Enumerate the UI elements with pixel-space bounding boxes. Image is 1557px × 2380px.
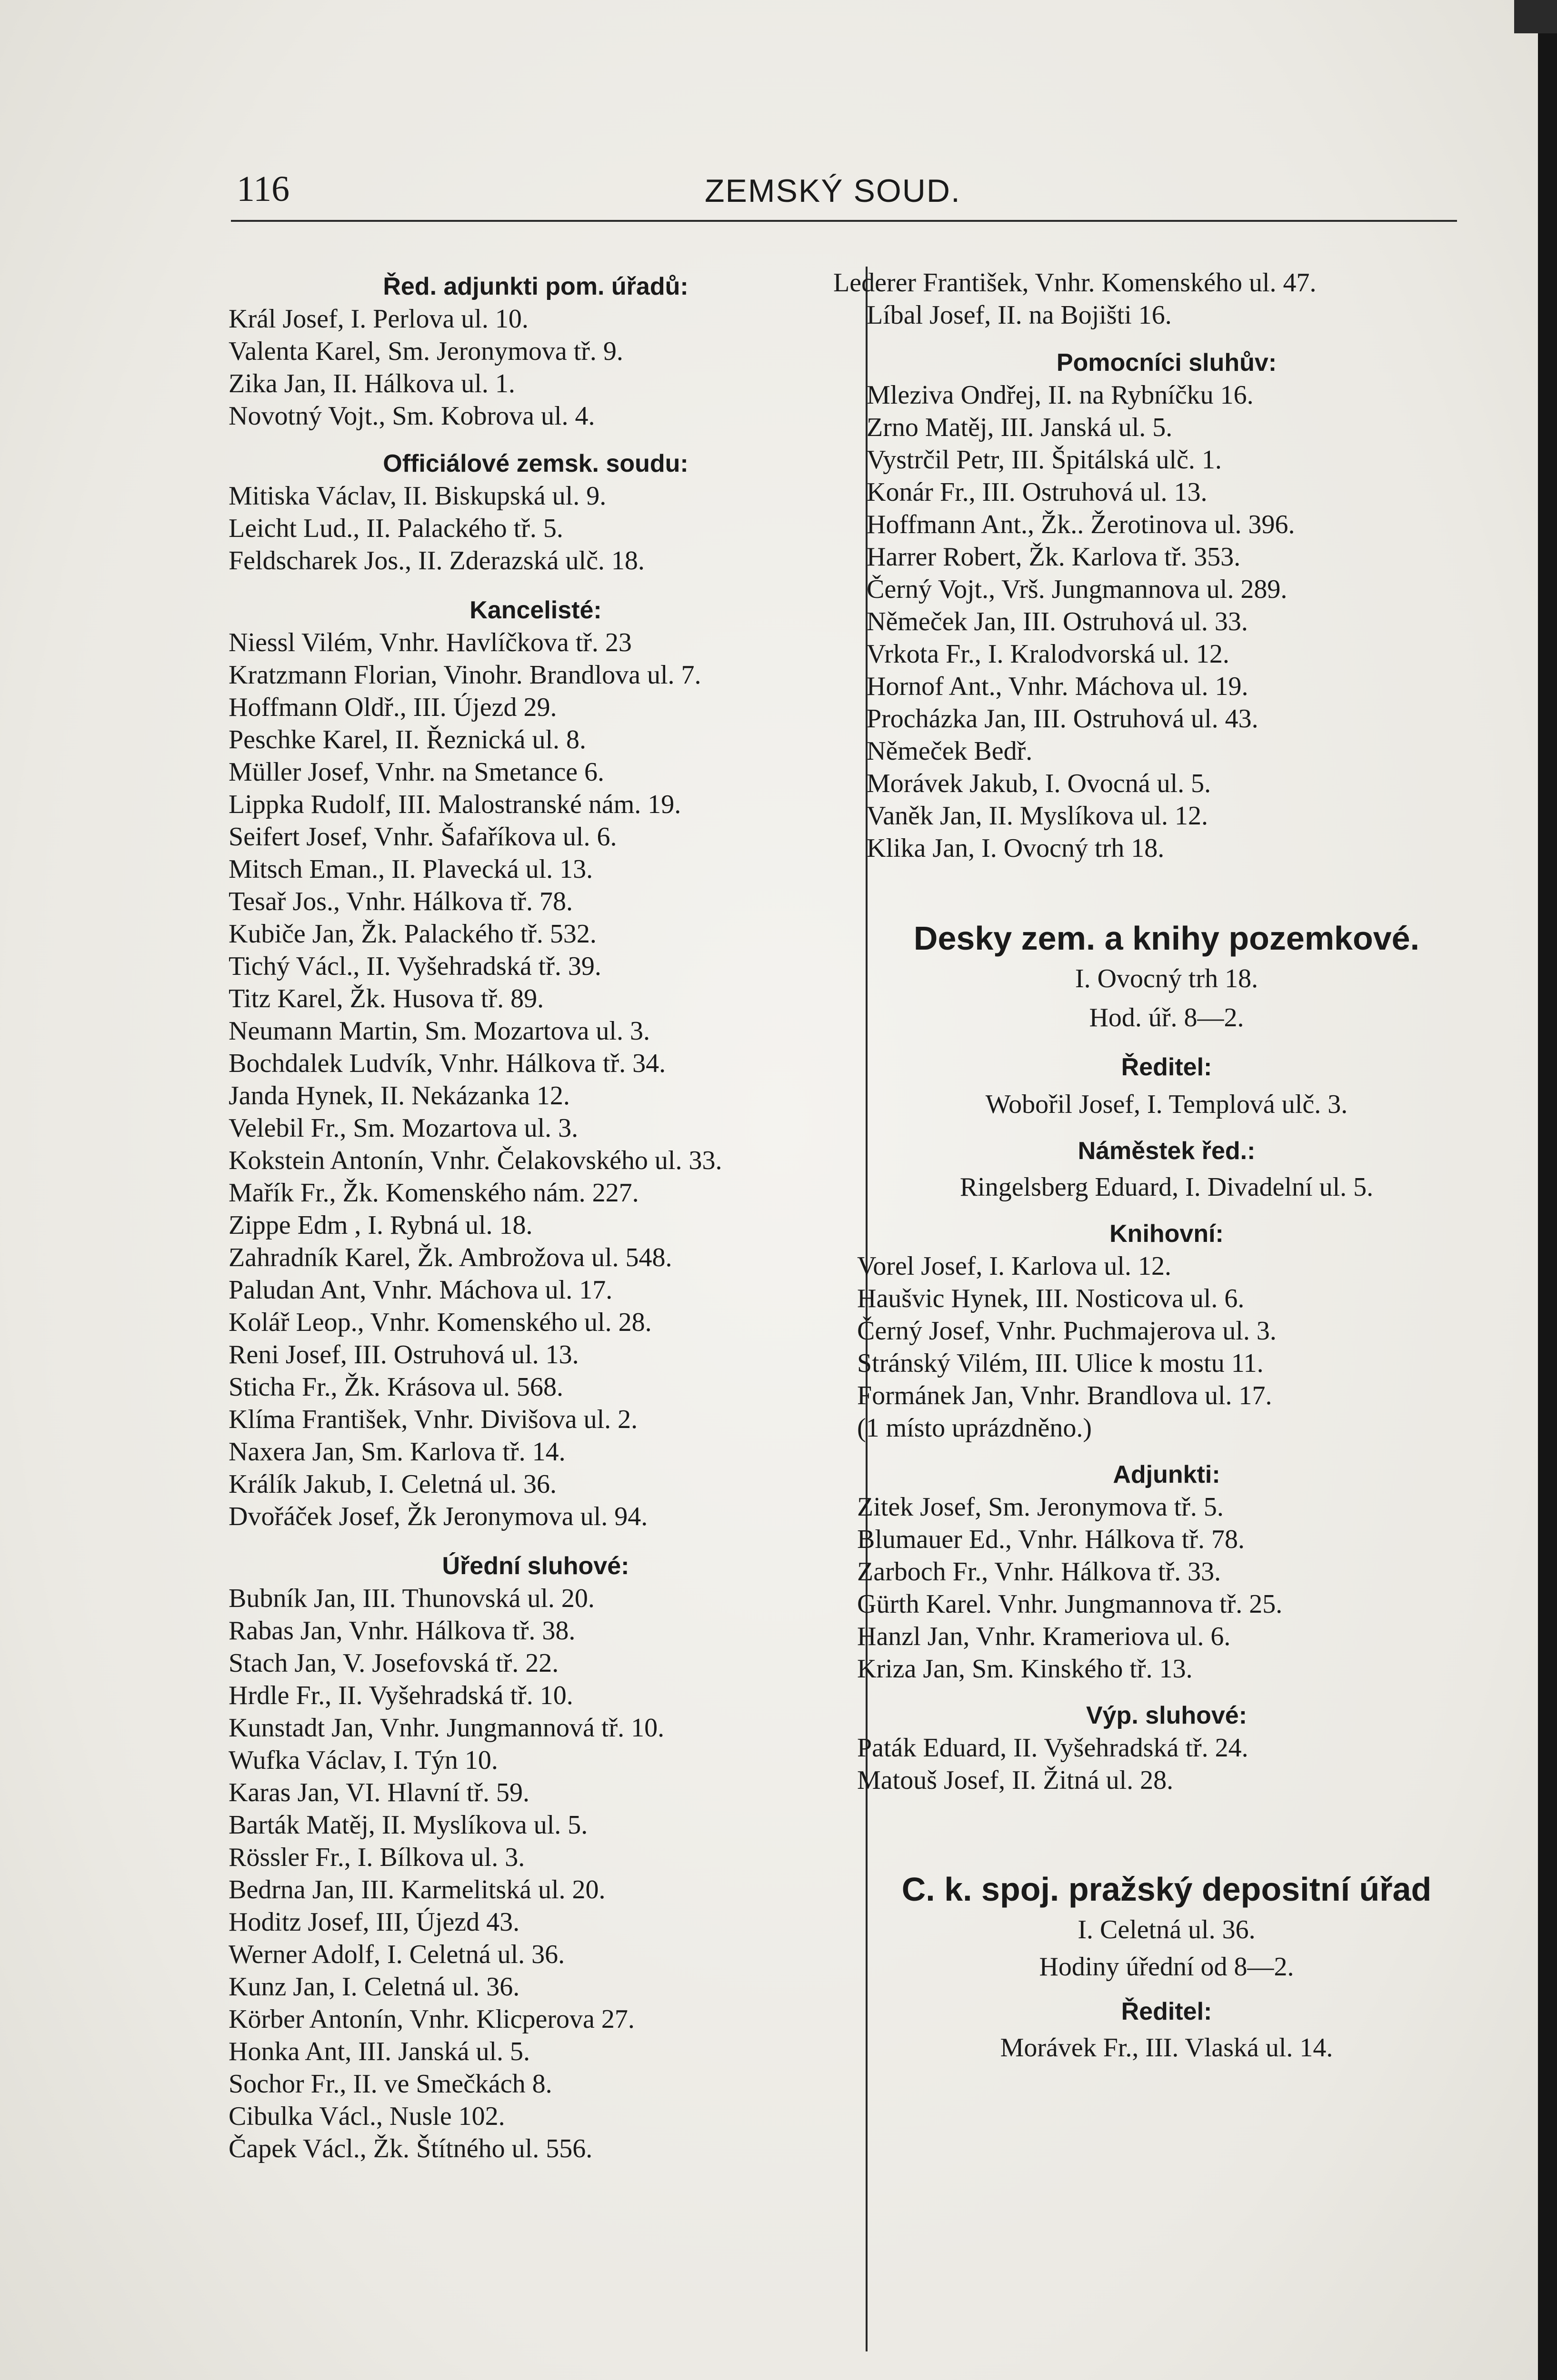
page-title: ZEMSKÝ SOUD. xyxy=(705,173,961,209)
scan-edge xyxy=(1538,0,1557,2380)
list-item: Hoffmann Ant., Žk.. Žerotinova ul. 396. xyxy=(867,510,1295,539)
list-item: Králík Jakub, I. Celetná ul. 36. xyxy=(229,1469,557,1499)
list-item: Bedrna Jan, III. Karmelitská ul. 20. xyxy=(229,1875,606,1904)
list-item: Peschke Karel, II. Řeznická ul. 8. xyxy=(229,725,587,754)
list-item: Líbal Josef, II. na Bojišti 16. xyxy=(867,300,1172,330)
list-item: Leicht Lud., II. Palackého tř. 5. xyxy=(229,514,563,543)
list-item: Hanzl Jan, Vnhr. Krameriova ul. 6. xyxy=(857,1622,1231,1651)
list-item: Procházka Jan, III. Ostruhová ul. 43. xyxy=(867,704,1258,734)
list-item: Wufka Václav, I. Týn 10. xyxy=(229,1745,498,1775)
list-item: Němeček Bedř. xyxy=(867,736,1033,766)
list-item: Harrer Robert, Žk. Karlova tř. 353. xyxy=(867,542,1241,572)
scan-corner xyxy=(1514,0,1557,33)
list-item: Černý Vojt., Vrš. Jungmannova ul. 289. xyxy=(867,575,1288,604)
list-item: Vrkota Fr., I. Kralodvorská ul. 12. xyxy=(867,639,1229,669)
list-item: Černý Josef, Vnhr. Puchmajerova ul. 3. xyxy=(857,1316,1277,1346)
list-item: Paták Eduard, II. Vyšehradská tř. 24. xyxy=(857,1733,1248,1763)
left-column xyxy=(229,267,843,2165)
list-item: Bubník Jan, III. Thunovská ul. 20. xyxy=(229,1584,595,1613)
list-item: Honka Ant, III. Janská ul. 5. xyxy=(229,2037,530,2066)
list-item: Rabas Jan, Vnhr. Hálkova tř. 38. xyxy=(229,1616,576,1646)
list-item: Tesař Jos., Vnhr. Hálkova tř. 78. xyxy=(229,887,573,916)
section-heading: Knihovní: xyxy=(1109,1220,1224,1248)
list-item: Müller Josef, Vnhr. na Smetance 6. xyxy=(229,757,605,787)
list-item: Klika Jan, I. Ovocný trh 18. xyxy=(867,833,1165,863)
section-heading: Ředitel: xyxy=(1121,1998,1212,2025)
list-item: Kratzmann Florian, Vinohr. Brandlova ul. 7. xyxy=(229,660,701,690)
list-item: Lippka Rudolf, III. Malostranské nám. 19. xyxy=(229,790,681,819)
list-item: Bochdalek Ludvík, Vnhr. Hálkova tř. 34. xyxy=(229,1049,666,1078)
list-item: Tichý Václ., II. Vyšehradská tř. 39. xyxy=(229,952,601,981)
list-item: Neumann Martin, Sm. Mozartova ul. 3. xyxy=(229,1016,650,1046)
list-item: Zahradník Karel, Žk. Ambrožova ul. 548. xyxy=(229,1243,672,1272)
list-item: Velebil Fr., Sm. Mozartova ul. 3. xyxy=(229,1113,579,1143)
list-item: Barták Matěj, II. Myslíkova ul. 5. xyxy=(229,1810,588,1840)
list-item: Matouš Josef, II. Žitná ul. 28. xyxy=(857,1765,1174,1795)
section-heading: Náměstek řed.: xyxy=(1078,1137,1256,1165)
header-rule xyxy=(231,220,1457,222)
list-item: Morávek Fr., III. Vlaská ul. 14. xyxy=(1000,2033,1333,2063)
list-item: (1 místo uprázdněno.) xyxy=(857,1413,1092,1443)
section-heading: Kancelisté: xyxy=(469,596,602,624)
page-number: 116 xyxy=(237,169,290,209)
list-item: Vaněk Jan, II. Myslíkova ul. 12. xyxy=(867,801,1208,831)
list-item: Blumauer Ed., Vnhr. Hálkova tř. 78. xyxy=(857,1525,1245,1554)
section-heading: Pomocníci sluhův: xyxy=(1056,349,1277,377)
list-item: Čapek Václ., Žk. Štítného ul. 556. xyxy=(229,2134,593,2163)
list-item: Konár Fr., III. Ostruhová ul. 13. xyxy=(867,477,1208,507)
list-item: Paludan Ant, Vnhr. Máchova ul. 17. xyxy=(229,1275,613,1305)
section-title: Desky zem. a knihy pozemkové. xyxy=(913,920,1420,957)
list-item: Cibulka Václ., Nusle 102. xyxy=(229,2102,505,2131)
list-item: Stach Jan, V. Josefovská tř. 22. xyxy=(229,1648,559,1678)
list-item: Vorel Josef, I. Karlova ul. 12. xyxy=(857,1251,1171,1281)
list-item: Král Josef, I. Perlova ul. 10. xyxy=(229,304,529,334)
list-item: Rössler Fr., I. Bílkova ul. 3. xyxy=(229,1843,525,1872)
list-item: Novotný Vojt., Sm. Kobrova ul. 4. xyxy=(229,401,595,431)
list-item: Zrno Matěj, III. Janská ul. 5. xyxy=(867,413,1173,442)
section-heading: Adjunkti: xyxy=(1113,1461,1220,1488)
section-heading: Officiálové zemsk. soudu: xyxy=(383,450,689,477)
section-heading: Ředitel: xyxy=(1121,1053,1212,1081)
list-item: Formánek Jan, Vnhr. Brandlova ul. 17. xyxy=(857,1381,1272,1410)
list-item: Hornof Ant., Vnhr. Máchova ul. 19. xyxy=(867,672,1248,701)
list-item: Janda Hynek, II. Nekázanka 12. xyxy=(229,1081,570,1111)
list-item: Ringelsberg Eduard, I. Divadelní ul. 5. xyxy=(959,1172,1374,1202)
list-item: Mitiska Václav, II. Biskupská ul. 9. xyxy=(229,481,607,511)
list-item: Kokstein Antonín, Vnhr. Čelakovského ul. 33. xyxy=(229,1146,722,1175)
list-item: Hoffmann Oldř., III. Újezd 29. xyxy=(229,693,557,722)
list-item: Karas Jan, VI. Hlavní tř. 59. xyxy=(229,1778,529,1807)
list-item: Niessl Vilém, Vnhr. Havlíčkova tř. 23 xyxy=(229,628,632,657)
list-item: Mitsch Eman., II. Plavecká ul. 13. xyxy=(229,854,593,884)
list-item: Zippe Edm , I. Rybná ul. 18. xyxy=(229,1210,533,1240)
list-item: Kubiče Jan, Žk. Palackého tř. 532. xyxy=(229,919,597,949)
list-item: Sticha Fr., Žk. Krásova ul. 568. xyxy=(229,1372,564,1402)
list-item: Wobořil Josef, I. Templová ulč. 3. xyxy=(985,1090,1348,1119)
section-title: C. k. spoj. pražský depositní úřad xyxy=(901,1871,1432,1908)
list-item: Zitek Josef, Sm. Jeronymova tř. 5. xyxy=(857,1492,1224,1522)
section-heading: Úřední sluhové: xyxy=(442,1552,629,1580)
list-item: Naxera Jan, Sm. Karlova tř. 14. xyxy=(229,1437,566,1467)
list-item: Titz Karel, Žk. Husova tř. 89. xyxy=(229,984,544,1013)
right-column xyxy=(833,267,1476,2064)
list-item: Körber Antonín, Vnhr. Klicperova 27. xyxy=(229,2004,635,2034)
list-item: Mleziva Ondřej, II. na Rybníčku 16. xyxy=(867,380,1254,410)
list-item: Feldscharek Jos., II. Zderazská ulč. 18. xyxy=(229,546,645,575)
list-item: Hoditz Josef, III, Újezd 43. xyxy=(229,1907,520,1937)
list-item: Mařík Fr., Žk. Komenského nám. 227. xyxy=(229,1178,639,1208)
list-item: Morávek Jakub, I. Ovocná ul. 5. xyxy=(867,769,1211,798)
address: I. Ovocný trh 18. xyxy=(1075,964,1258,993)
list-item: Valenta Karel, Sm. Jeronymova tř. 9. xyxy=(229,337,623,366)
list-item: Dvořáček Josef, Žk Jeronymova ul. 94. xyxy=(229,1502,648,1531)
list-item: Vystrčil Petr, III. Špitálská ulč. 1. xyxy=(867,445,1222,475)
list-item: Reni Josef, III. Ostruhová ul. 13. xyxy=(229,1340,579,1369)
address: I. Celetná ul. 36. xyxy=(1078,1915,1256,1944)
list-item: Němeček Jan, III. Ostruhová ul. 33. xyxy=(867,607,1248,636)
list-item: Kriza Jan, Sm. Kinského tř. 13. xyxy=(857,1654,1193,1684)
list-item: Kolář Leop., Vnhr. Komenského ul. 28. xyxy=(229,1308,652,1337)
list-item: Lederer František, Vnhr. Komenského ul. 47. xyxy=(833,268,1317,298)
list-item: Kunstadt Jan, Vnhr. Jungmannová tř. 10. xyxy=(229,1713,665,1743)
section-heading: Výp. sluhové: xyxy=(1086,1702,1248,1729)
list-item: Stránský Vilém, III. Ulice k mostu 11. xyxy=(857,1349,1264,1378)
list-item: Haušvic Hynek, III. Nosticova ul. 6. xyxy=(857,1284,1245,1313)
list-item: Zarboch Fr., Vnhr. Hálkova tř. 33. xyxy=(857,1557,1221,1587)
section-heading: Řed. adjunkti pom. úřadů: xyxy=(383,273,689,300)
list-item: Werner Adolf, I. Celetná ul. 36. xyxy=(229,1940,565,1969)
list-item: Gürth Karel. Vnhr. Jungmannova tř. 25. xyxy=(857,1589,1283,1619)
office-hours: Hodiny úřední od 8—2. xyxy=(1039,1952,1294,1982)
list-item: Sochor Fr., II. ve Smečkách 8. xyxy=(229,2069,552,2099)
list-item: Seifert Josef, Vnhr. Šafaříkova ul. 6. xyxy=(229,822,617,852)
list-item: Kunz Jan, I. Celetná ul. 36. xyxy=(229,1972,520,2002)
list-item: Zika Jan, II. Hálkova ul. 1. xyxy=(229,369,515,398)
list-item: Hrdle Fr., II. Vyšehradská tř. 10. xyxy=(229,1681,573,1710)
list-item: Klíma František, Vnhr. Divišova ul. 2. xyxy=(229,1405,638,1434)
office-hours: Hod. úř. 8—2. xyxy=(1089,1003,1244,1032)
